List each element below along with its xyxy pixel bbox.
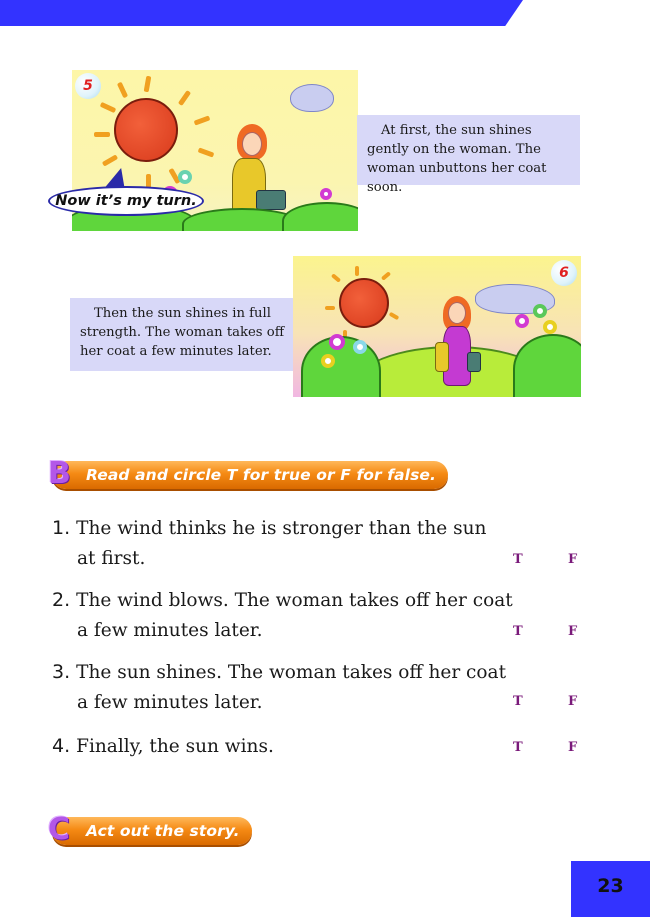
panel-number-badge: 5 <box>75 73 101 99</box>
speech-bubble-text: Now it’s my turn. <box>55 193 197 209</box>
page-number: 23 <box>571 861 650 917</box>
section-letter: C <box>48 812 71 847</box>
false-option[interactable]: F <box>568 552 578 567</box>
flower-decoration <box>321 354 335 368</box>
flower-decoration <box>178 170 192 184</box>
bush-decoration <box>282 202 358 231</box>
question-text-line1: The sun shines. The woman takes off her coat <box>76 662 507 683</box>
question-text-line1: Finally, the sun wins. <box>76 736 274 757</box>
story-caption-5 <box>357 115 580 195</box>
caption-text: Then the sun shines in full strength. The woman takes off her coat a few minutes later. <box>80 306 285 359</box>
section-instruction: Act out the story. <box>86 822 240 840</box>
question-text-line1: The wind blows. The woman takes off her coat <box>76 590 513 611</box>
flower-decoration <box>320 188 332 200</box>
caption-text: At first, the sun shines gently on the woman. The woman unbuttons her coat soon. <box>367 123 547 195</box>
question-text-line2: at first. <box>77 548 146 569</box>
panel-number-badge: 6 <box>551 260 577 286</box>
question-text-line2: a few minutes later. <box>77 692 263 713</box>
true-option[interactable]: T <box>513 740 523 755</box>
story-panel-6-illustration <box>293 256 581 397</box>
true-false-question <box>52 513 486 574</box>
flower-decoration <box>533 304 547 318</box>
section-instruction: Read and circle T for true or F for false. <box>86 466 437 484</box>
true-false-question <box>52 731 274 762</box>
true-false-question <box>52 657 506 718</box>
false-option[interactable]: F <box>568 694 578 709</box>
question-number: 1. <box>52 517 71 539</box>
header-accent-bar <box>0 0 523 26</box>
bush-decoration <box>513 334 581 397</box>
section-letter: B <box>48 456 71 491</box>
flower-decoration <box>543 320 557 334</box>
question-number: 4. <box>52 735 71 757</box>
true-option[interactable]: T <box>513 552 523 567</box>
false-option[interactable]: F <box>568 740 578 755</box>
speech-bubble <box>48 186 204 216</box>
question-number: 2. <box>52 589 71 611</box>
story-caption-6 <box>70 298 295 371</box>
section-b-header <box>48 456 448 491</box>
false-option[interactable]: F <box>568 624 578 639</box>
question-text-line1: The wind thinks he is stronger than the sun <box>76 518 487 539</box>
wind-cloud-illustration <box>290 84 334 112</box>
question-text-line2: a few minutes later. <box>77 620 263 641</box>
true-option[interactable]: T <box>513 694 523 709</box>
true-false-question <box>52 585 513 646</box>
flower-decoration <box>515 314 529 328</box>
question-number: 3. <box>52 661 71 683</box>
section-c-header <box>48 812 252 847</box>
flower-decoration <box>329 334 345 350</box>
true-option[interactable]: T <box>513 624 523 639</box>
flower-decoration <box>353 340 367 354</box>
